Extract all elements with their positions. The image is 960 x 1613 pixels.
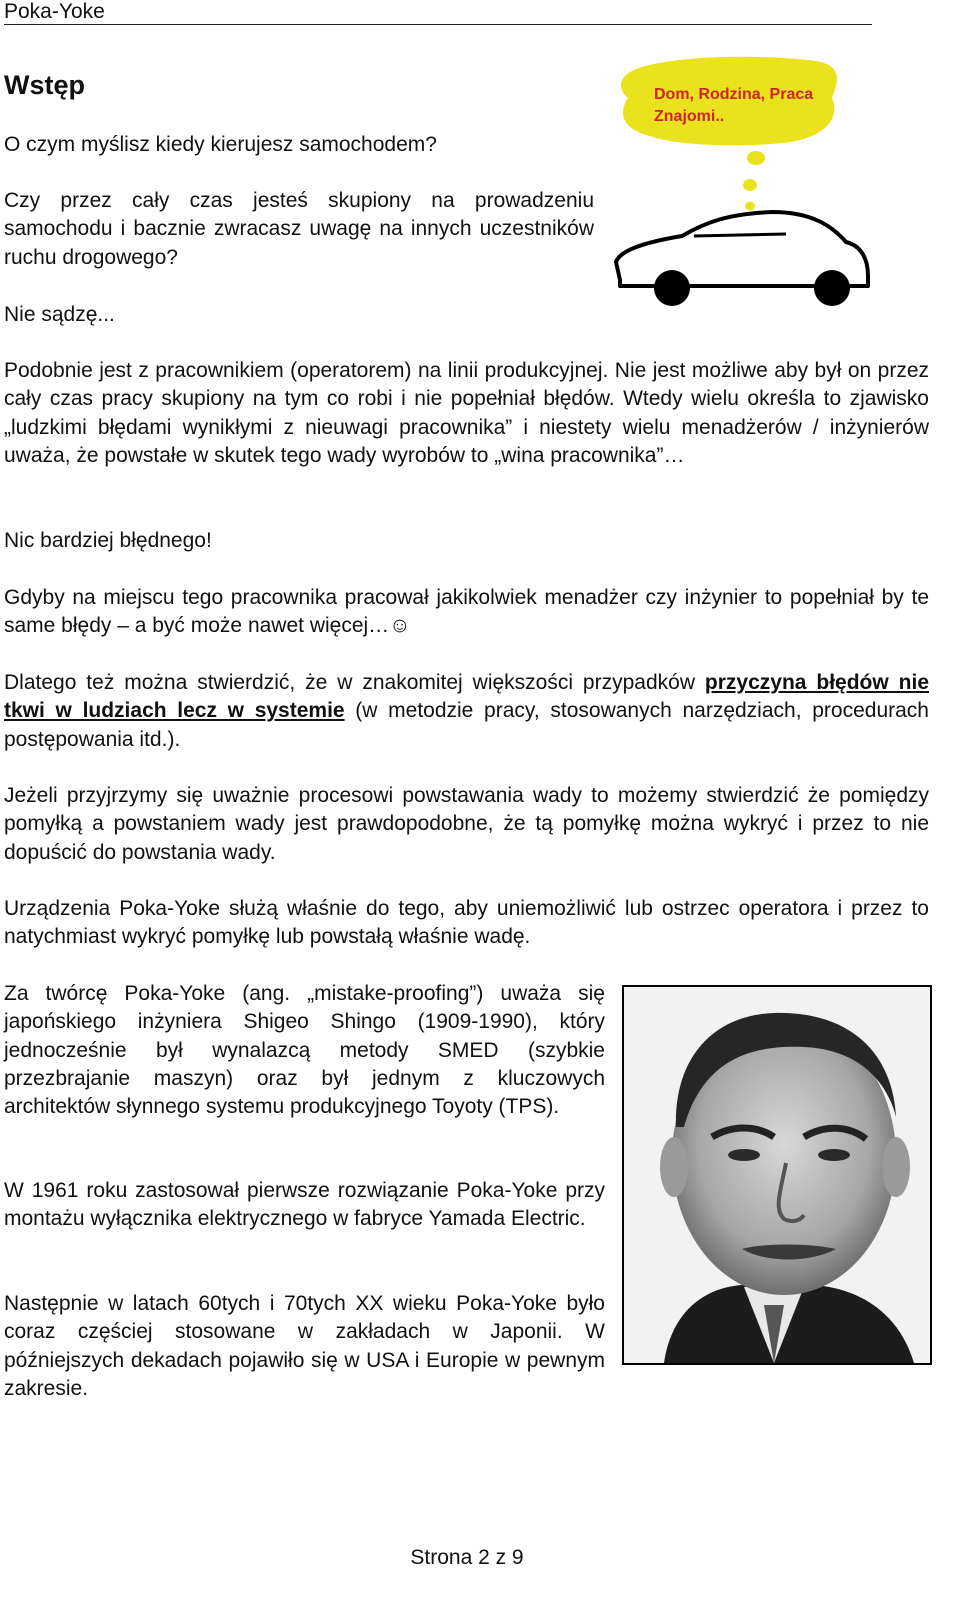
thought-dot-1 bbox=[747, 151, 765, 165]
paragraph-7-intro: Dlatego też można stwierdzić, że w znakomitej większości przypadków bbox=[4, 671, 705, 694]
paragraph-6: Gdyby na miejscu tego pracownika pracował jakikolwiek menadżer czy inżynier to popełniał by te same błędy – a być może nawet więcej…☺ bbox=[4, 586, 929, 638]
paragraph-11: W 1961 roku zastosował pierwsze rozwiązanie Poka-Yoke przy montażu wyłącznika elektrycznego w fabryce Yamada Electric. bbox=[4, 1179, 605, 1231]
car-window-line bbox=[694, 234, 786, 236]
portrait-photo bbox=[622, 985, 932, 1365]
paragraph-2: Czy przez cały czas jesteś skupiony na prowadzeniu samochodu i bacznie zwracasz uwagę na innych uczestników ruchu drogowego? bbox=[4, 189, 594, 269]
paragraph-1: O czym myślisz kiedy kierujesz samochodem? bbox=[4, 133, 437, 156]
paragraph-8: Jeżeli przyjrzymy się uważnie procesowi powstawania wady to możemy stwierdzić że pomiędzy pomyłką a powstaniem wady jest prawdopodobne, że tą pomyłkę można wykryć i przez to nie dopuścić do powstania wady. bbox=[4, 784, 929, 864]
car-thought-illustration bbox=[606, 50, 876, 312]
paragraph-7-outro: (w metodzie pracy, stosowanych narzędziach, procedurach postępowania itd.). bbox=[4, 699, 929, 751]
paragraph-3: Nie sądzę... bbox=[4, 303, 115, 326]
page-header bbox=[4, 0, 872, 25]
paragraph-7-emphasis: przyczyna błędów nie tkwi w ludziach lecz w systemie bbox=[4, 671, 929, 723]
portrait-svg bbox=[624, 987, 930, 1363]
page-footer: Strona 2 z 9 bbox=[410, 1546, 524, 1569]
paragraph-7 bbox=[4, 669, 929, 754]
paragraph-9: Urządzenia Poka-Yoke służą właśnie do tego, aby uniemożliwić lub ostrzec operatora i przez to natychmiast wykryć pomyłkę lub powstałą właśnie wadę. bbox=[4, 897, 929, 949]
header-title: Poka-Yoke bbox=[4, 0, 105, 23]
thought-text-line-1: Dom, Rodzina, Praca bbox=[654, 86, 814, 103]
car-illustration-svg bbox=[606, 50, 876, 312]
paragraph-10: Za twórcę Poka-Yoke (ang. „mistake-proofing”) uważa się japońskiego inżyniera Shigeo Shingo (1909-1990), który jednocześnie był wynalazcą metody SMED (szybkie przezbrajanie maszyn) oraz był jednym z kluczowych architektów słynnego systemu produkcyjnego Toyoty (TPS). bbox=[4, 982, 605, 1119]
car-rear-wheel bbox=[814, 270, 850, 306]
thought-dot-2 bbox=[743, 179, 757, 191]
section-heading: Wstęp bbox=[4, 70, 85, 100]
thought-text-line-2: Znajomi.. bbox=[654, 108, 725, 125]
thought-dot-3 bbox=[745, 202, 755, 211]
paragraph-5: Nic bardziej błędnego! bbox=[4, 529, 212, 552]
car-front-wheel bbox=[654, 270, 690, 306]
paragraph-4: Podobnie jest z pracownikiem (operatorem) na linii produkcyjnej. Nie jest możliwe aby był on przez cały czas pracy skupiony na tym co robi i nie popełniał błędów. Wtedy wielu określa to zjawisko „ludzkimi błędami wynikłymi z nieuwagi pracownika” i niestety wielu menadżerów / inżynierów uważa, że powstałe w skutek tego wady wyrobów to „wina pracownika”… bbox=[4, 359, 929, 467]
paragraph-12: Następnie w latach 60tych i 70tych XX wieku Poka-Yoke było coraz częściej stosowane w zakładach w Japonii. W późniejszych dekadach pojawiło się w USA i Europie w pewnym zakresie. bbox=[4, 1292, 605, 1400]
